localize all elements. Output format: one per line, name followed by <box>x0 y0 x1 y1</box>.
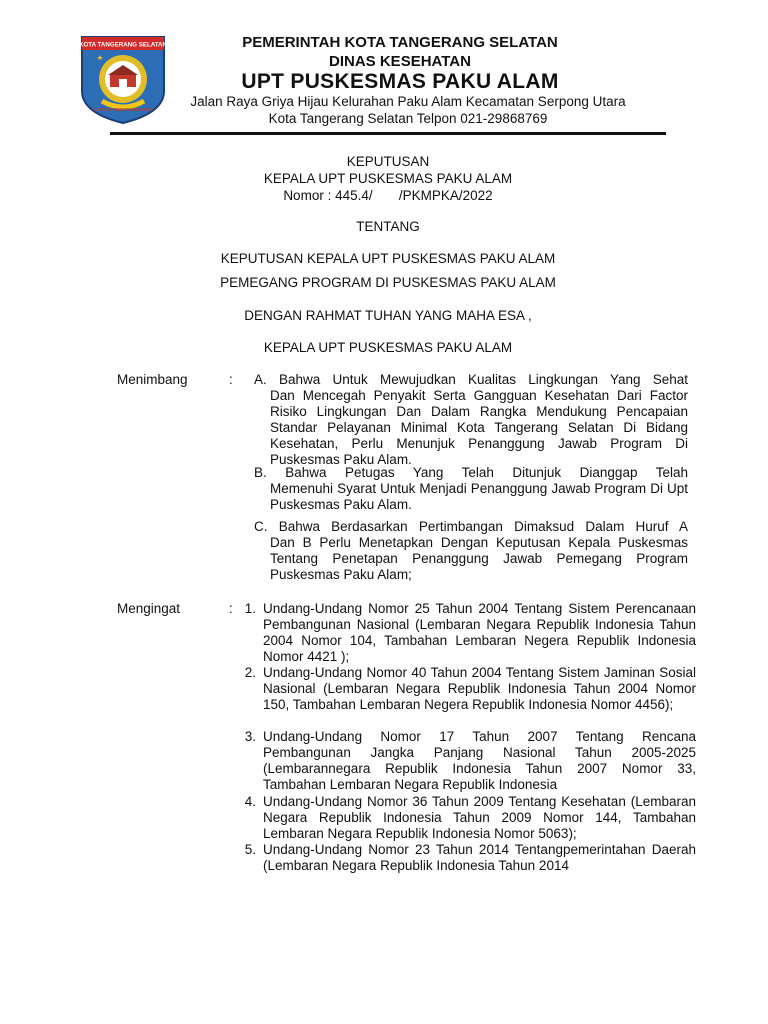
item-text: Undang-Undang Nomor 17 Tahun 2007 Tentang Rencana Pembangunan Jangka Panjang Nasional Tahun 2005-2025 (Lembarannegara Republik Indonesia Tahun 2007 Nomor 33, Tambahan Lembaran Negara Republik Indonesia <box>263 729 696 792</box>
item-text: Undang-Undang Nomor 40 Tahun 2004 Tentang Sistem Jaminan Sosial Nasional (Lembaran Negara Republik Indonesia Tahun 2004 Nomor 150, Tambahan Lembaran Negera Republik Indonesia Nomor 4456); <box>263 665 696 712</box>
mengingat-label: Mengingat <box>117 601 181 616</box>
item-number: 4. <box>244 794 256 809</box>
mengingat-item-3 <box>236 729 696 793</box>
item-number: 3. <box>244 729 256 744</box>
item-marker: B. <box>254 465 267 480</box>
item-marker: A. <box>254 372 267 387</box>
mengingat-colon: : <box>229 601 233 616</box>
item-text: Undang-Undang Nomor 25 Tahun 2004 Tentang Sistem Perencanaan Pembangunan Nasional (Lembaran Negara Republik Indonesia Tahun 2004 Nomor 104, Tambahan Lembaran Negera Republik Indonesia Nomor 4421 ); <box>263 601 696 664</box>
mengingat-item-1 <box>236 601 696 665</box>
decree-number: Nomor : 445.4/ /PKMPKA/2022 <box>283 188 493 203</box>
signer-title: KEPALA UPT PUSKESMAS PAKU ALAM <box>263 340 513 355</box>
office-city-phone: Kota Tangerang Selatan Telpon 021-29868769 <box>268 111 548 126</box>
mengingat-item-5 <box>236 842 696 874</box>
letterhead-divider <box>110 132 666 135</box>
mengingat-item-4 <box>236 794 696 842</box>
menimbang-item-b <box>254 465 688 513</box>
about-label: TENTANG <box>356 219 420 234</box>
department-name: DINAS KESEHATAN <box>329 53 471 70</box>
item-first-line: Bahwa Untuk Mewujudkan Kualitas Lingkungan Yang Sehat <box>278 372 688 387</box>
office-name: UPT PUSKESMAS PAKU ALAM <box>241 70 559 93</box>
blessing-line: DENGAN RAHMAT TUHAN YANG MAHA ESA , <box>244 308 532 323</box>
office-address: Jalan Raya Griya Hijau Kelurahan Paku Alam Kecamatan Serpong Utara <box>190 94 626 109</box>
menimbang-item-a <box>254 372 688 468</box>
menimbang-label: Menimbang <box>117 372 188 387</box>
item-number: 2. <box>244 665 256 680</box>
item-number: 1. <box>244 601 256 616</box>
mengingat-item-2 <box>236 665 696 713</box>
menimbang-item-c <box>254 519 688 583</box>
svg-text:KOTA TANGERANG SELATAN: KOTA TANGERANG SELATAN <box>79 41 167 49</box>
item-marker: C. <box>254 519 268 534</box>
item-body: Dan Mencegah Penyakit Serta Gangguan Kesehatan Dari Factor Risiko Lingkungan Dan Dalam Rangka Mendukung Pencapaian Standar Pelayanan Minimal Kota Tangerang Selatan Di Bidang Kesehatan, Perlu Menunjuk Penanggung Jawab Program Di Puskesmas Paku Alam. <box>270 388 688 467</box>
item-body: Dan B Perlu Menetapkan Dengan Keputusan Kepala Puskesmas Tentang Penetapan Penanggung Jawab Pemegang Program Puskesmas Paku Alam; <box>270 535 688 582</box>
menimbang-colon: : <box>229 372 233 387</box>
item-first-line: Bahwa Petugas Yang Telah Ditunjuk Dianggap Telah <box>285 465 688 480</box>
decree-issuer: KEPALA UPT PUSKESMAS PAKU ALAM <box>263 171 513 186</box>
decree-subject-line1: KEPUTUSAN KEPALA UPT PUSKESMAS PAKU ALAM <box>220 251 556 266</box>
item-text: Undang-Undang Nomor 23 Tahun 2014 Tentangpemerintahan Daerah (Lembaran Negara Republik Indonesia Tahun 2014 <box>263 842 696 873</box>
item-text: Undang-Undang Nomor 36 Tahun 2009 Tentang Kesehatan (Lembaran Negara Republik Indonesia Tahun 2009 Nomor 144, Tambahan Lembaran Negara Republik Indonesia Nomor 5063); <box>263 794 696 841</box>
item-body: Memenuhi Syarat Untuk Menjadi Penanggung Jawab Program Di Upt Puskesmas Paku Alam. <box>270 481 688 512</box>
item-number: 5. <box>244 842 256 857</box>
svg-text:CERDAS MODERN RELIGIUS: CERDAS MODERN RELIGIUS <box>93 107 153 112</box>
item-first-line: Bahwa Berdasarkan Pertimbangan Dimaksud Dalam Huruf A <box>278 519 688 534</box>
decree-title: KEPUTUSAN <box>346 154 430 169</box>
decree-subject-line2: PEMEGANG PROGRAM DI PUSKESMAS PAKU ALAM <box>220 275 556 290</box>
government-name: PEMERINTAH KOTA TANGERANG SELATAN <box>242 34 558 51</box>
